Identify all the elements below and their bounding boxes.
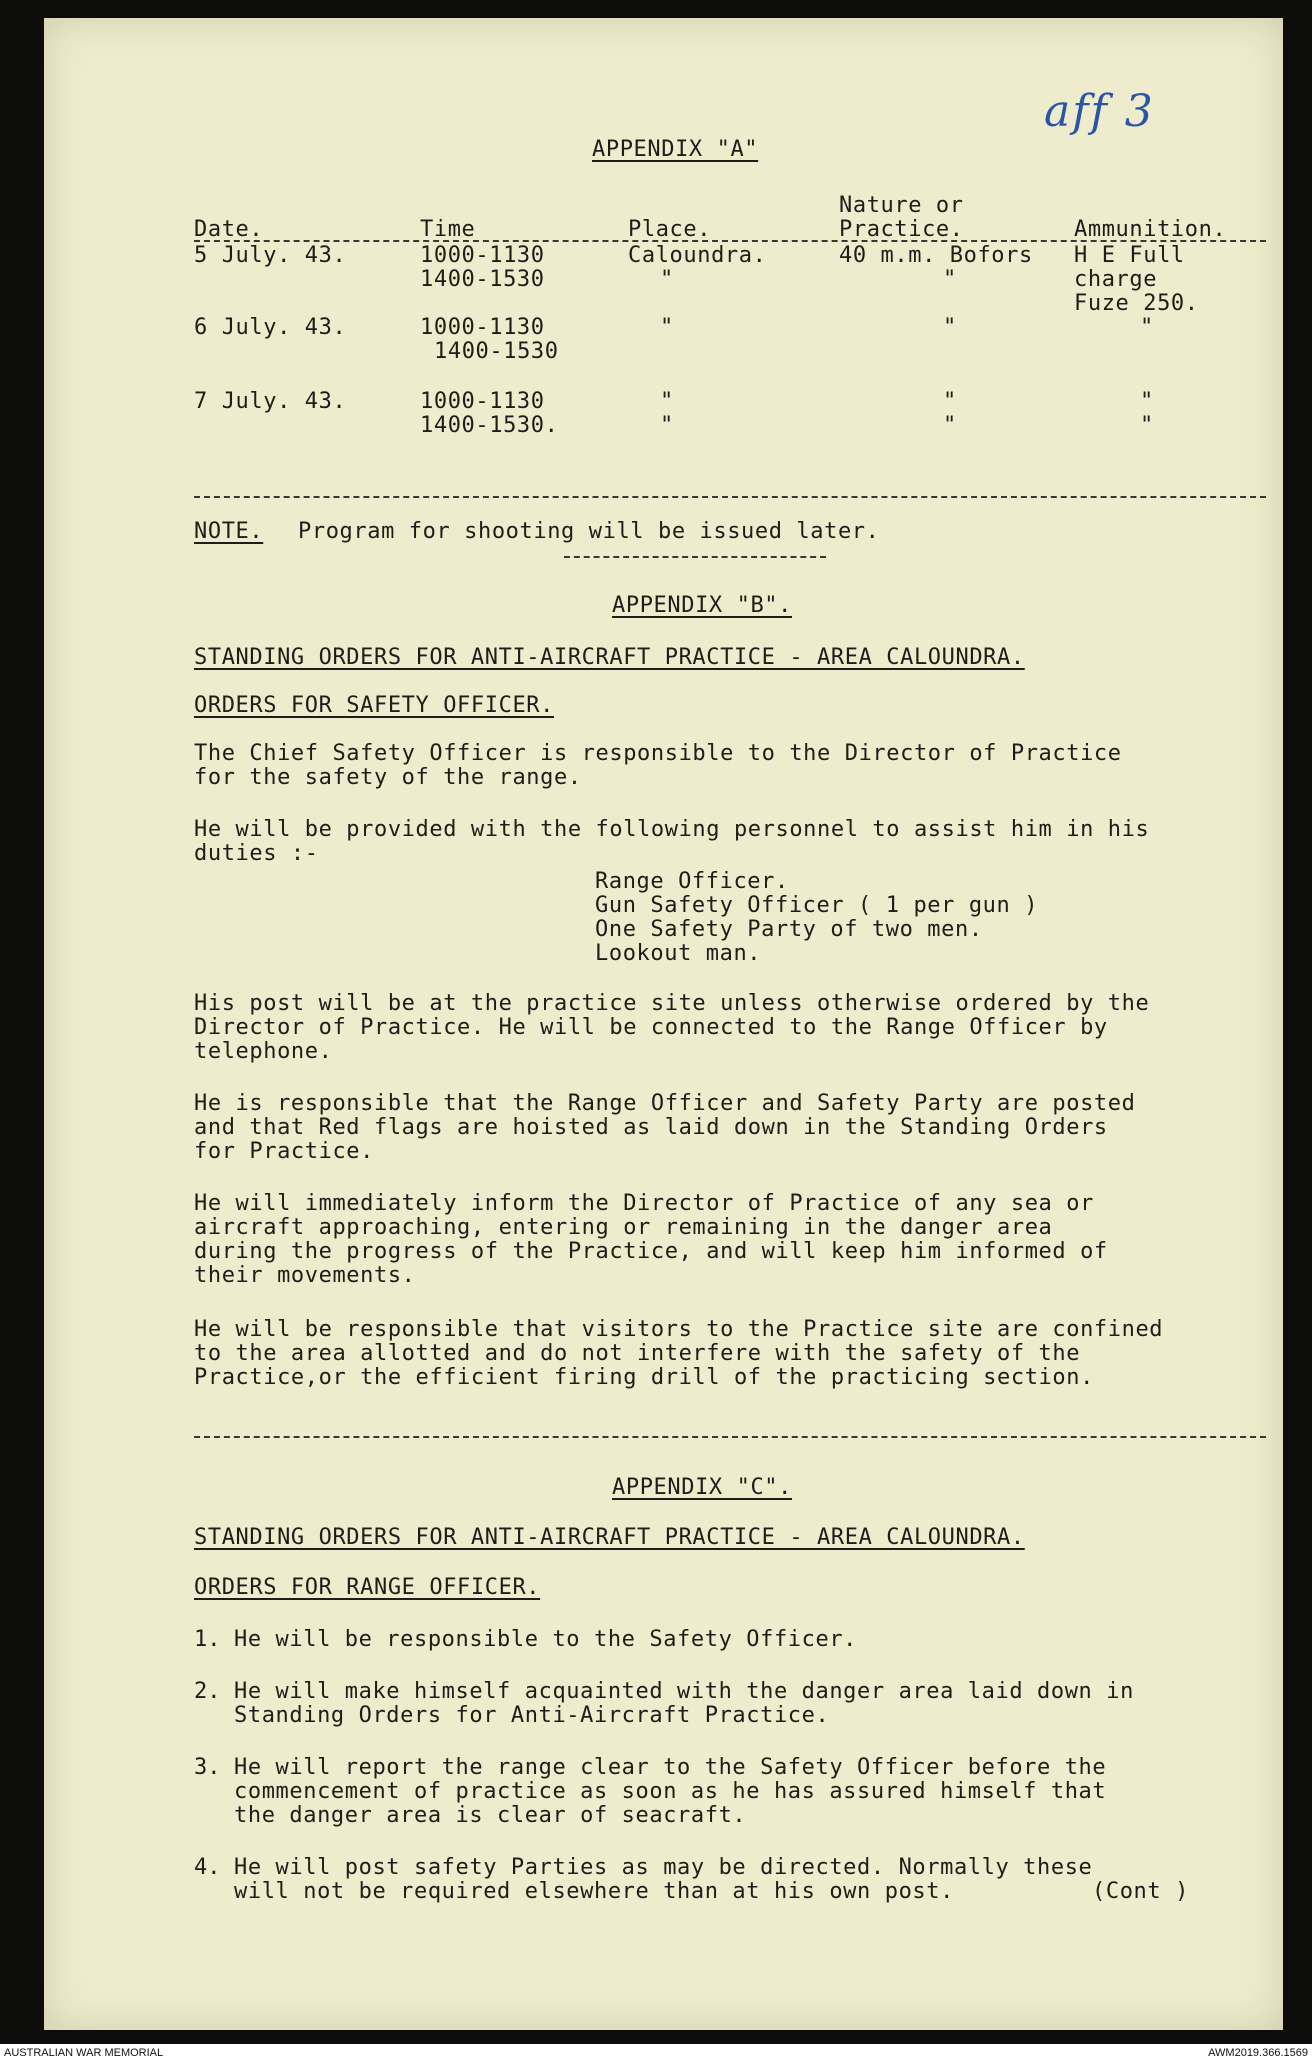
row-time: 1000-1130 [420, 315, 545, 340]
document-page [44, 18, 1283, 2030]
paragraph: He will immediately inform the Director of Practice of any sea or aircraft approaching, entering or remaining in the danger area during the progress of the Practice, and will keep him informed of their movements. [194, 1191, 1108, 1288]
row-place: " [660, 413, 674, 438]
note-rule [564, 556, 826, 558]
header-time: Time [420, 217, 476, 242]
list-item: He will post safety Parties as may be directed. Normally these will not be required elsewhere than at his own post. [234, 1855, 1093, 1904]
header-nature-line1: Nature or [839, 193, 964, 218]
appendix-c-title: APPENDIX "C". [612, 1475, 792, 1500]
archive-footer [0, 2044, 1312, 2061]
row-nature: " [943, 267, 957, 292]
header-ammunition: Ammunition. [1074, 217, 1227, 242]
personnel-item: Lookout man. [595, 941, 762, 966]
row-nature: " [943, 315, 957, 340]
header-nature-line2: Practice. [839, 217, 964, 242]
row-time: 1000-1130 [420, 243, 545, 268]
section-rule [194, 496, 1266, 498]
paragraph: He will be provided with the following personnel to assist him in his duties :- [194, 817, 1150, 866]
row-ammunition: " [1140, 389, 1154, 414]
row-time: 1400-1530 [420, 267, 545, 292]
row-date: 6 July. 43. [194, 315, 347, 340]
list-item: He will be responsible to the Safety Officer. [234, 1627, 858, 1652]
appendix-a-title: APPENDIX "A" [592, 137, 759, 162]
handwritten-annotation: aff 3 [1044, 86, 1155, 137]
footer-source: AUSTRALIAN WAR MEMORIAL [4, 2047, 164, 2059]
row-time: 1400-1530. [420, 413, 559, 438]
list-item-number: 3. [194, 1755, 221, 1780]
section-rule [194, 1436, 1266, 1438]
footer-accession: AWM2019.366.1569 [1208, 2047, 1308, 2059]
row-time: 1000-1130 [420, 389, 545, 414]
row-ammunition: Fuze 250. [1074, 291, 1199, 316]
appendix-b-title: APPENDIX "B". [612, 593, 792, 618]
note-text: Program for shooting will be issued later. [298, 519, 880, 544]
list-item: He will make himself acquainted with the danger area laid down in Standing Orders for Anti-Aircraft Practice. [234, 1679, 1134, 1728]
row-place: " [660, 267, 674, 292]
row-time: 1400-1530 [434, 339, 559, 364]
row-place: " [660, 315, 674, 340]
header-date: Date. [194, 217, 264, 242]
personnel-item: Gun Safety Officer ( 1 per gun ) [595, 893, 1039, 918]
row-date: 5 July. 43. [194, 243, 347, 268]
appendix-b-heading: ORDERS FOR SAFETY OFFICER. [194, 693, 554, 718]
paragraph: The Chief Safety Officer is responsible to the Director of Practice for the safety of the range. [194, 741, 1122, 790]
list-item-number: 2. [194, 1679, 221, 1704]
appendix-c-subtitle: STANDING ORDERS FOR ANTI-AIRCRAFT PRACTICE - AREA CALOUNDRA. [194, 1525, 1025, 1550]
row-place: " [660, 389, 674, 414]
row-ammunition: charge [1074, 267, 1158, 292]
row-ammunition: " [1140, 413, 1154, 438]
row-place: Caloundra. [628, 243, 767, 268]
appendix-c-heading: ORDERS FOR RANGE OFFICER. [194, 1575, 541, 1600]
personnel-item: One Safety Party of two men. [595, 917, 983, 942]
note-label: NOTE. [194, 519, 264, 544]
row-nature: " [943, 413, 957, 438]
paragraph: He will be responsible that visitors to the Practice site are confined to the area allotted and do not interfere with the safety of the Practice,or the efficient firing drill of the practicing section. [194, 1317, 1164, 1390]
personnel-item: Range Officer. [595, 869, 789, 894]
continuation-note: (Cont ) [1092, 1879, 1189, 1904]
row-date: 7 July. 43. [194, 389, 347, 414]
list-item-number: 4. [194, 1855, 221, 1880]
list-item-number: 1. [194, 1627, 221, 1652]
row-ammunition: " [1140, 315, 1154, 340]
row-nature: 40 m.m. Bofors [839, 243, 1033, 268]
header-rule [194, 240, 1266, 242]
appendix-b-subtitle: STANDING ORDERS FOR ANTI-AIRCRAFT PRACTICE - AREA CALOUNDRA. [194, 645, 1025, 670]
row-ammunition: H E Full [1074, 243, 1185, 268]
paragraph: He is responsible that the Range Officer and Safety Party are posted and that Red flags are hoisted as laid down in the Standing Orders for Practice. [194, 1091, 1136, 1164]
header-place: Place. [628, 217, 712, 242]
paragraph: His post will be at the practice site unless otherwise ordered by the Director of Practice. He will be connected to the Range Officer by telephone. [194, 991, 1150, 1064]
row-nature: " [943, 389, 957, 414]
list-item: He will report the range clear to the Safety Officer before the commencement of practice as soon as he has assured himself that the danger area is clear of seacraft. [234, 1755, 1107, 1828]
